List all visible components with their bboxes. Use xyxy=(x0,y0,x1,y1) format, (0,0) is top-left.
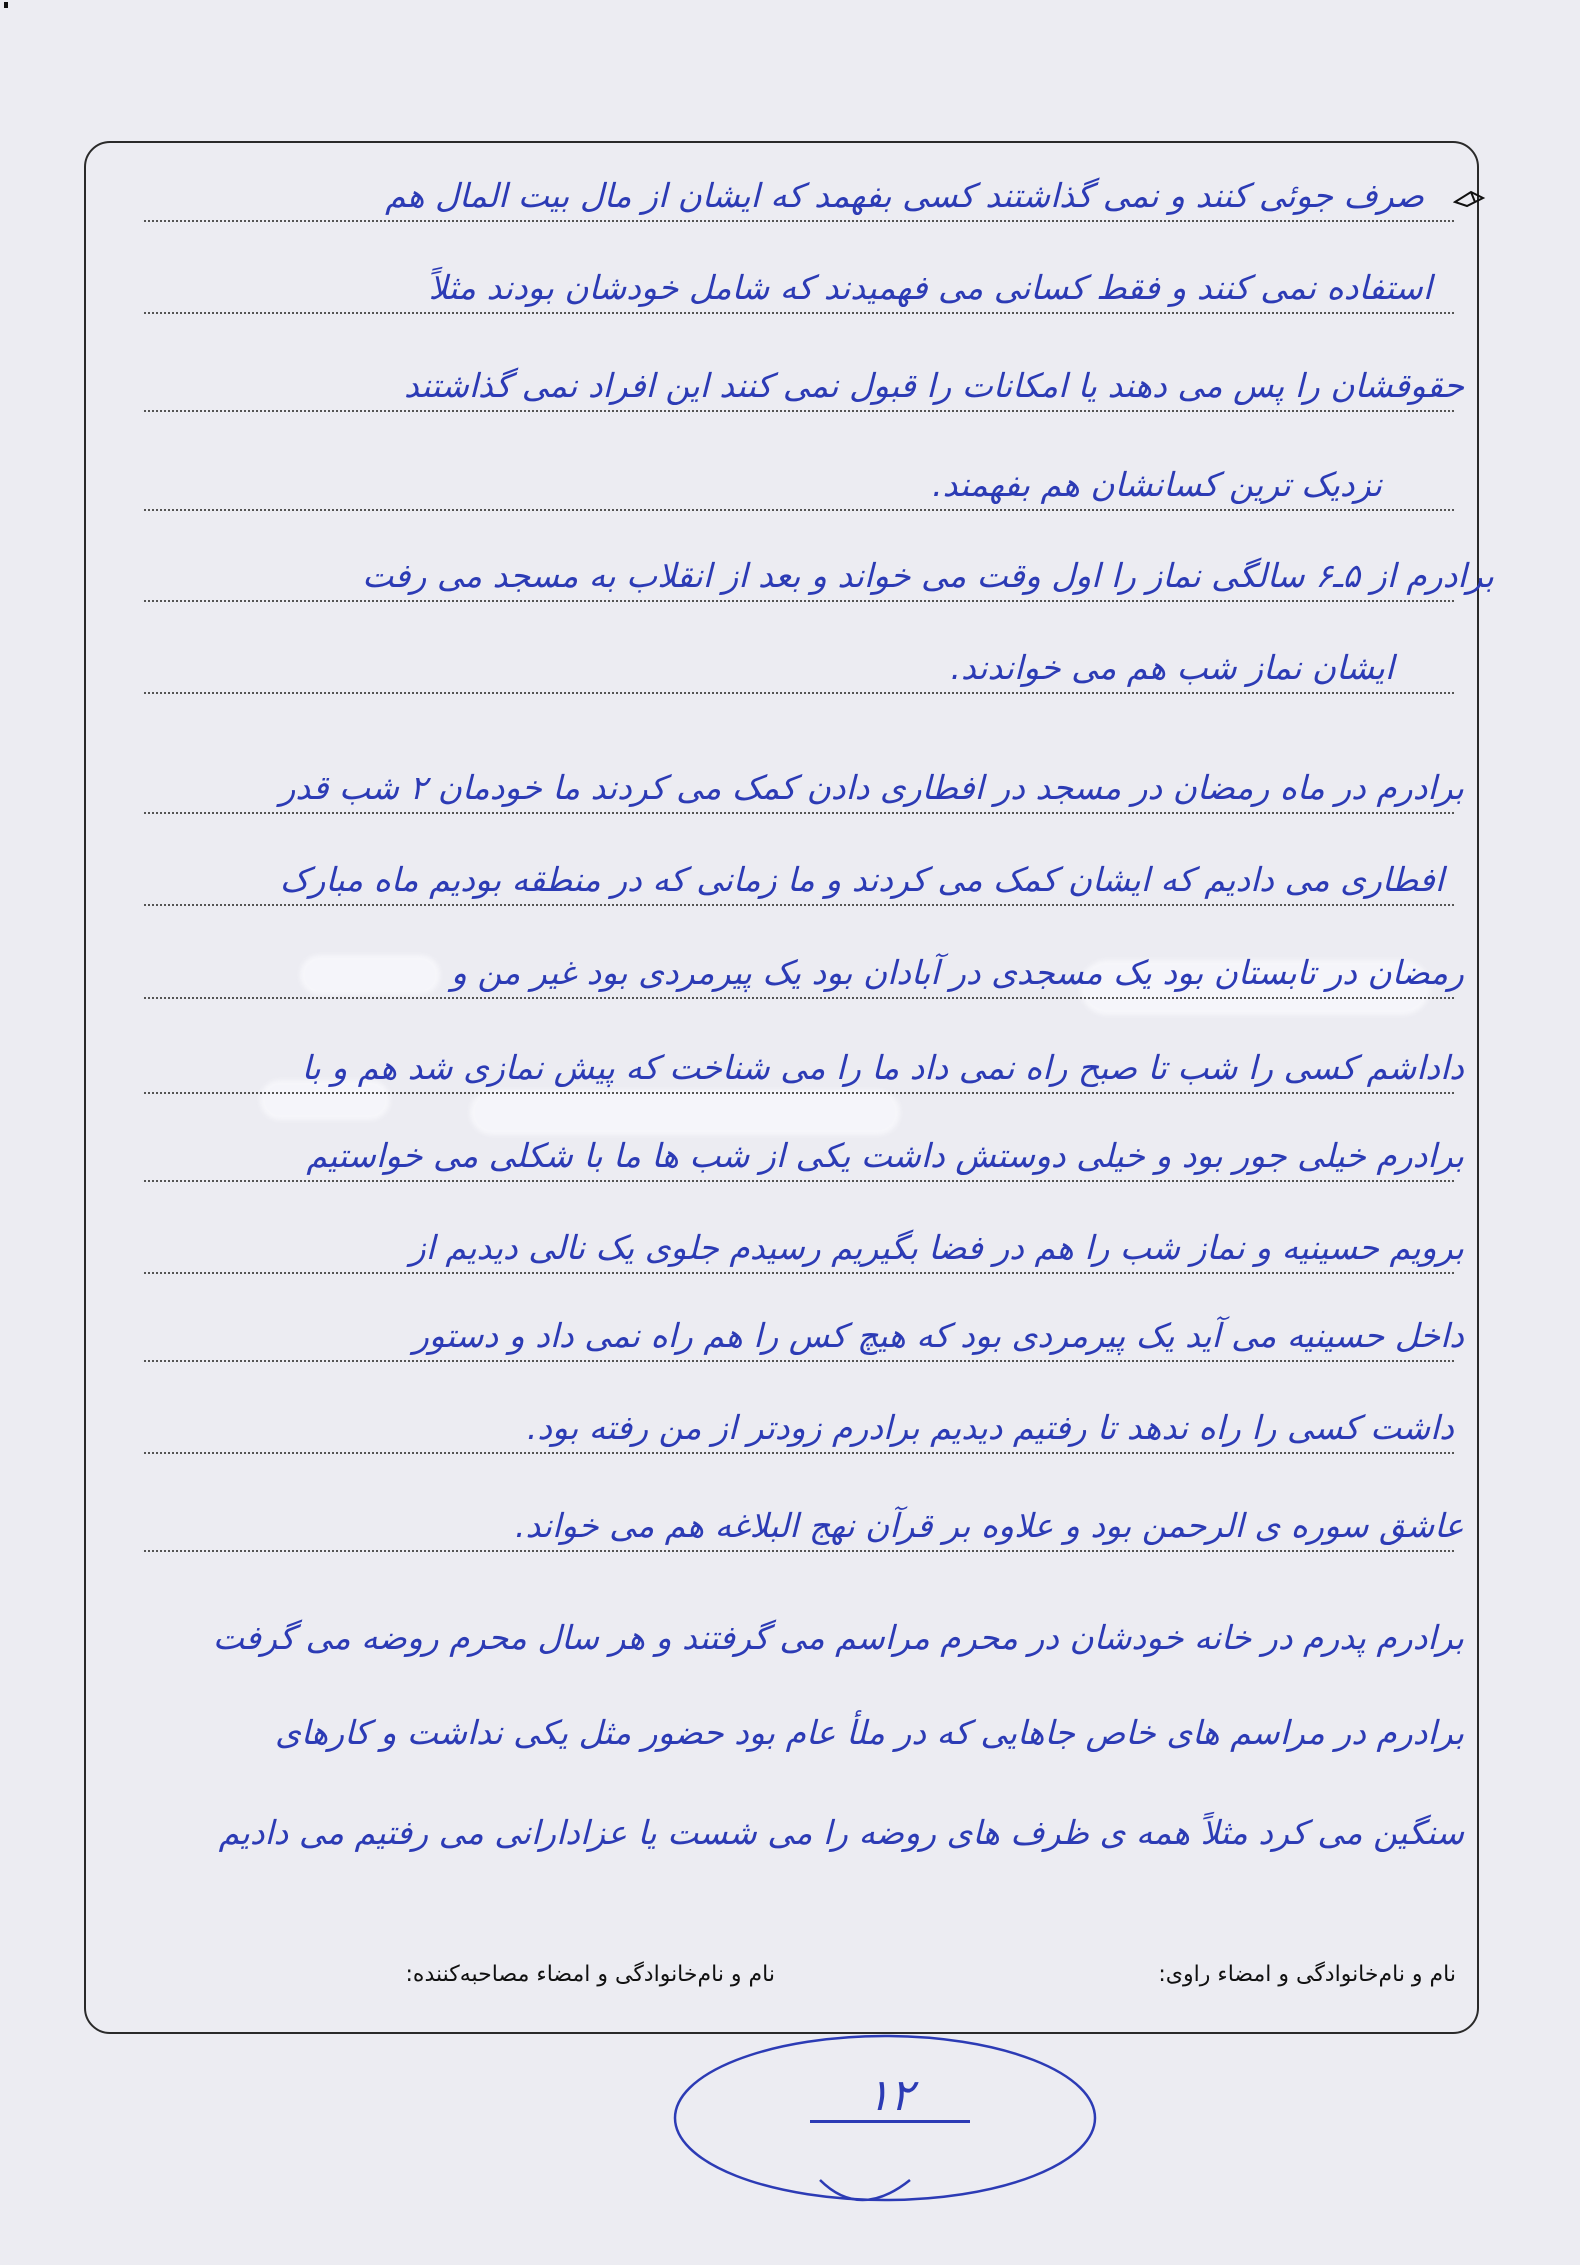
dotted-rule xyxy=(144,509,1454,511)
dotted-rule xyxy=(144,312,1454,314)
handwritten-line: صرف جوئی کنند و نمی گذاشتند کسی بفهمد که ایشان از مال بیت المال هم xyxy=(385,176,1424,216)
dotted-rule xyxy=(144,600,1454,602)
handwritten-line: برادرم در مراسم های خاص جاهایی که در ملأ عام بود حضور مثل یکی نداشت و کارهای xyxy=(275,1713,1464,1753)
circled-mark-icon xyxy=(660,2030,1120,2250)
narrator-signature-label: نام و نام‌خانوادگی و امضاء راوی: xyxy=(1158,1962,1456,1987)
dotted-rule xyxy=(144,692,1454,694)
dotted-rule xyxy=(144,1272,1454,1274)
text-line xyxy=(124,1210,1464,1288)
dotted-rule xyxy=(144,997,1454,999)
handwritten-line: عاشق سوره ی الرحمن بود و علاوه بر قرآن نهج البلاغه هم می خواند. xyxy=(515,1506,1464,1546)
handwritten-line: برادرم پدرم در خانه خودشان در محرم مراسم می گرفتند و هر سال محرم روضه می گرفت xyxy=(212,1618,1464,1658)
dotted-rule xyxy=(144,1550,1454,1552)
handwritten-line: برادرم از ۵ـ۶ سالگی نماز را اول وقت می خواند و بعد از انقلاب به مسجد می رفت xyxy=(362,556,1494,596)
dotted-rule xyxy=(144,220,1454,222)
handwritten-line: نزدیک ترین کسانشان هم بفهمند. xyxy=(932,465,1382,505)
text-line xyxy=(124,1298,1464,1376)
interviewer-signature-label: نام و نام‌خانوادگی و امضاء مصاحبه‌کننده: xyxy=(405,1962,775,1987)
handwritten-line: استفاده نمی کنند و فقط کسانی می فهمیدند که شامل خودشان بودند مثلاً xyxy=(428,268,1432,308)
handwritten-line: برادرم خیلی جور بود و خیلی دوستش داشت یکی از شب ها ما با شکلی می خواستیم xyxy=(306,1136,1464,1176)
dotted-rule xyxy=(144,1452,1454,1454)
handwritten-line: ایشان نماز شب هم می خواندند. xyxy=(950,648,1394,688)
dotted-rule xyxy=(144,904,1454,906)
dotted-rule xyxy=(144,812,1454,814)
text-line xyxy=(124,935,1464,1013)
pen-icon xyxy=(1453,188,1487,208)
handwritten-line: افطاری می دادیم که ایشان کمک می کردند و ما زمانی که در منطقه بودیم ماه مبارک xyxy=(279,860,1444,900)
text-line xyxy=(124,1390,1454,1468)
handwritten-line: داخل حسینیه می آید یک پیرمردی بود که هیچ کس را هم راه نمی داد و دستور xyxy=(412,1316,1464,1356)
handwritten-line: برادرم در ماه رمضان در مسجد در افطاری دادن کمک می کردند ما خودمان ۲ شب قدر xyxy=(279,768,1464,808)
handwritten-line: رمضان در تابستان بود یک مسجدی در آبادان بود یک پیرمردی بود غیر من و xyxy=(451,953,1464,993)
page-number: ۱۲ xyxy=(810,2072,970,2123)
text-line xyxy=(124,158,1454,236)
dotted-rule xyxy=(144,1360,1454,1362)
text-line xyxy=(124,1488,1464,1566)
handwritten-line: داشت کسی را راه ندهد تا رفتیم دیدیم برادرم زودتر از من رفته بود. xyxy=(526,1408,1454,1448)
text-line xyxy=(124,1600,1464,1678)
handwritten-line: برویم حسینیه و نماز شب را هم در فضا بگیریم رسیدم جلوی یک نالی دیدیم از xyxy=(409,1228,1464,1268)
text-line xyxy=(124,348,1464,426)
text-line xyxy=(124,1695,1464,1773)
text-line xyxy=(124,447,1454,525)
text-line xyxy=(124,1118,1464,1196)
handwritten-line: داداشم کسی را شب تا صبح راه نمی داد ما را می شناخت که پیش نمازی شد هم و با xyxy=(301,1048,1464,1088)
text-line xyxy=(124,1030,1464,1108)
dotted-rule xyxy=(144,1092,1454,1094)
text-line xyxy=(124,538,1494,616)
text-line xyxy=(124,1795,1464,1873)
dotted-rule xyxy=(144,410,1454,412)
text-line xyxy=(124,842,1454,920)
scan-speck xyxy=(4,2,8,8)
handwritten-line: سنگین می کرد مثلاً همه ی ظرف های روضه را می شست یا عزادارانی می رفتیم می دادیم xyxy=(218,1813,1464,1853)
page-number-area xyxy=(660,2030,1120,2250)
text-line xyxy=(124,630,1454,708)
dotted-rule xyxy=(144,1180,1454,1182)
text-line xyxy=(124,250,1454,328)
handwritten-line: حقوقشان را پس می دهند یا امکانات را قبول نمی کنند این افراد نمی گذاشتند xyxy=(403,366,1464,406)
text-line xyxy=(124,750,1464,828)
